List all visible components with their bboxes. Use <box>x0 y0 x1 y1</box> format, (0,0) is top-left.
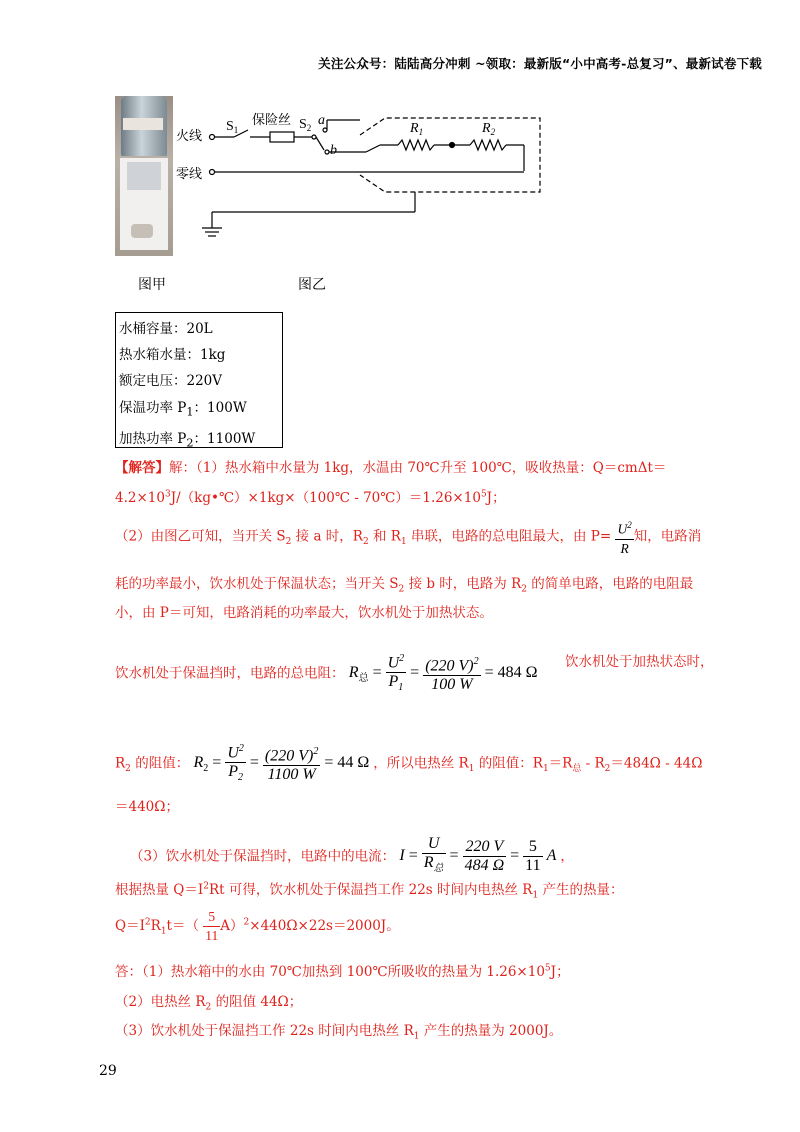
spec-table <box>115 312 283 448</box>
figure-b-caption: 图乙 <box>298 277 326 293</box>
resistor-r1-label: $R_1$ <box>410 121 424 137</box>
resistor-r2-label: $R_2$ <box>482 121 496 137</box>
page-header: 关注公众号：陆陆高分冲刺 ~领取：最新版“小中高考-总复习”、最新试卷下载 <box>318 56 762 71</box>
total-resistance-formula: $R_总$ = $\frac{U^2}{P_1}$ = $\frac{(220 V)^2}{100 W}$ = 484 Ω <box>349 664 538 681</box>
power-formula-fraction: $\frac{U^2}{R}$ <box>615 516 633 558</box>
solution-line-6b: 饮水机处于加热状态时， <box>565 654 714 670</box>
solution-line-10: 根据热量 $Q=I^2Rt$ 可得，饮水机处于保温挡工作 22s 时间内电热丝 $R_1$ 产生的热量： <box>115 881 624 901</box>
solution-line-1: 【解答】解：（1）热水箱中水量为 1kg，水温由 70℃升至 100℃，吸收热量：Q＝cmΔt＝ <box>115 460 667 476</box>
solution-line-3: （2）由图乙可知，当开关 $S_2$ 接 a 时，$R_2$ 和 $R_1$ 串联，电路的总电阻最大，由 P= $\frac{U^2}{R}$ 知，电路消 <box>115 516 701 558</box>
solution-line-7: $R_2$ 的阻值： $R_2$ = $\frac{U^2}{P_2}$ = $\frac{(220 V)^2}{1100 W}$ = 44 Ω ，所以电热丝 $R_1$ 的阻值：$R_1=R_总 - R_2=484\Omega - 44\Omega$ <box>115 740 702 788</box>
ratio-fraction: $\frac{5}{11}$ <box>205 909 219 943</box>
contact-b-label: b <box>330 143 337 158</box>
solution-line-9: （3）饮水机处于保温挡时，电路中的电流： I = $\frac{U}{R_总}$ = $\frac{220 V}{484 \Omega}$ = $\frac{5}{11}$ A ， <box>130 835 574 875</box>
spec-row: 水桶容量：20L <box>119 321 213 337</box>
answer-line-0: 答：（1）热水箱中的水由 70℃加热到 100℃所吸收的热量为 $1.26\times 10^5J$； <box>115 963 570 980</box>
contact-a-label: a <box>318 113 325 128</box>
figure-a-caption: 图甲 <box>138 277 166 293</box>
solution-line-4: 耗的功率最小，饮水机处于保温状态；当开关 $S_2$ 接 b 时，电路为 $R_2$ 的简单电路，电路的电阻最 <box>115 576 694 595</box>
solution-line-5: 小，由 P＝可知，电路消耗的功率最大，饮水机处于加热状态。 <box>115 605 493 621</box>
spec-row: 额定电压：220V <box>119 373 223 390</box>
circuit-diagram <box>170 100 550 250</box>
page-number: 29 <box>99 1063 117 1079</box>
spec-row: 热水箱水量：1kg <box>119 347 226 364</box>
neutral-wire-label: 零线 <box>176 167 203 182</box>
spec-row: 加热功率 $P_2$：1100W <box>119 430 256 450</box>
current-formula: I = $\frac{U}{R_总}$ = $\frac{220 V}{484 \Omega}$ = $\frac{5}{11}$ A <box>399 835 557 875</box>
solution-line-2: $4.2\times 10^3J/(kg•℃)\times 1kg\times(100℃$ - $70℃)=1.26\times 10^5J$； <box>115 489 506 506</box>
r2-resistance-formula: $R_2$ = $\frac{U^2}{P_2}$ = $\frac{(220 V)^2}{1100 W}$ = 44 Ω <box>194 754 374 771</box>
solution-line-8: ＝440Ω； <box>115 799 179 815</box>
switch-s2-label: $S_2$ <box>299 117 312 133</box>
answer-line-2: （3）饮水机处于保温挡工作 22s 时间内电热丝 $R_1$ 产生的热量为 2000J。 <box>115 1023 563 1042</box>
solution-line-6: 饮水机处于保温挡时，电路的总电阻： $R_总$ = $\frac{U^2}{P_1}$ = $\frac{(220 V)^2}{100 W}$ = 484 Ω <box>115 650 538 698</box>
switch-s1-label: $S_1$ <box>226 119 239 135</box>
answer-line-1: （2）电热丝 $R_2$ 的阻值 44Ω； <box>115 994 303 1013</box>
solution-line-11: $Q=I^2R_1t=$（ $\frac{5}{11}$ A）$^2$×440Ω×22s＝2000J。 <box>115 909 400 943</box>
water-dispenser-photo <box>115 96 173 256</box>
fire-wire-label: 火线 <box>176 129 203 144</box>
fuse-label: 保险丝 <box>252 113 292 128</box>
spec-row: 保温功率 $P_1$：100W <box>119 399 247 419</box>
